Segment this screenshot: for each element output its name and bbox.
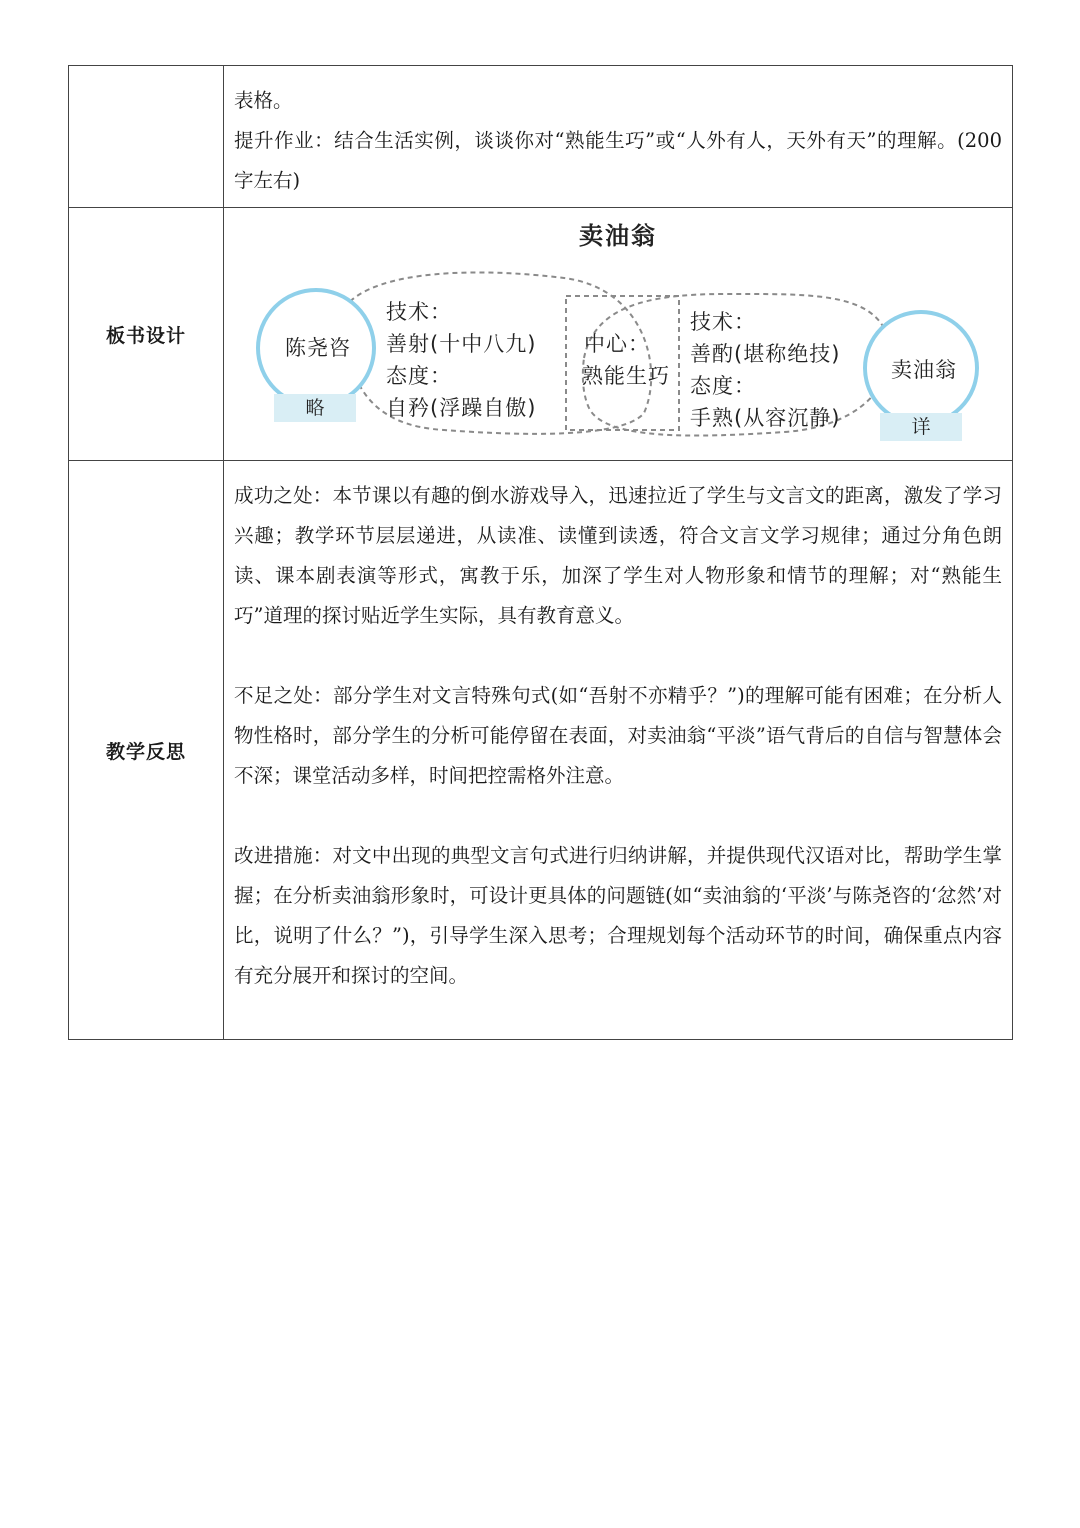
homework-row — [69, 66, 1013, 208]
left-block-line-1: 技术： — [386, 300, 452, 324]
board-title: 卖油翁 — [579, 222, 657, 250]
right-block-line-3: 态度： — [690, 374, 756, 398]
left-block-line-4: 自矜(浮躁自傲) — [386, 396, 537, 420]
reflection-row — [69, 461, 1013, 1040]
homework-line-2: 提升作业：结合生活实例，谈谈你对“熟能生巧”或“人外有人，天外有天”的理解。(200 字左右) — [234, 129, 1002, 192]
left-tag: 略 — [274, 394, 356, 422]
center-block-line-1: 中心： — [584, 332, 650, 356]
reflection-success: 成功之处：本节课以有趣的倒水游戏导入，迅速拉近了学生与文言文的距离，激发了学习兴趣；教学环节层层递进，从读准、读懂到读透，符合文言文学习规律；通过分角色朗读、课本剧表演等形式，寓教于乐，加深了学生对人物形象和情节的理解；对“熟能生巧”道理的探讨贴近学生实际，具有教育意义。 — [234, 484, 1002, 627]
left-block-line-2: 善射(十中八九) — [386, 332, 537, 356]
left-circle-label: 陈尧咨 — [285, 336, 351, 360]
left-block-line-3: 态度： — [386, 364, 452, 388]
homework-line-1: 表格。 — [234, 89, 293, 112]
homework-content-cell — [224, 66, 1013, 208]
board-diagram — [224, 208, 1012, 460]
board-design-cell — [224, 208, 1013, 461]
right-block-line-2: 善酌(堪称绝技) — [690, 342, 841, 366]
reflection-content-cell — [224, 461, 1013, 1040]
reflection-label: 教学反思 — [69, 461, 224, 1040]
reflection-improvement: 改进措施：对文中出现的典型文言句式进行归纳讲解，并提供现代汉语对比，帮助学生掌握；在分析卖油翁形象时，可设计更具体的问题链(如“卖油翁的‘平淡’与陈尧咨的‘忿然’对比，说明了什么？”)，引导学生深入思考；合理规划每个活动环节的时间，确保重点内容有充分展开和探讨的空间。 — [234, 844, 1002, 987]
right-block-line-1: 技术： — [690, 310, 756, 334]
right-block-line-4: 手熟(从容沉静) — [690, 406, 841, 430]
right-circle-label: 卖油翁 — [891, 358, 957, 382]
center-block-line-2: 熟能生巧 — [582, 364, 670, 388]
homework-label-cell — [69, 66, 224, 208]
right-tag: 详 — [880, 413, 962, 441]
reflection-shortcoming: 不足之处：部分学生对文言特殊句式(如“吾射不亦精乎？”)的理解可能有困难；在分析人物性格时，部分学生的分析可能停留在表面，对卖油翁“平淡”语气背后的自信与智慧体会不深；课堂活动多样，时间把控需格外注意。 — [234, 684, 1002, 787]
board-design-label: 板书设计 — [69, 208, 224, 461]
board-design-row — [69, 208, 1013, 461]
lesson-plan-table — [68, 65, 1013, 1040]
